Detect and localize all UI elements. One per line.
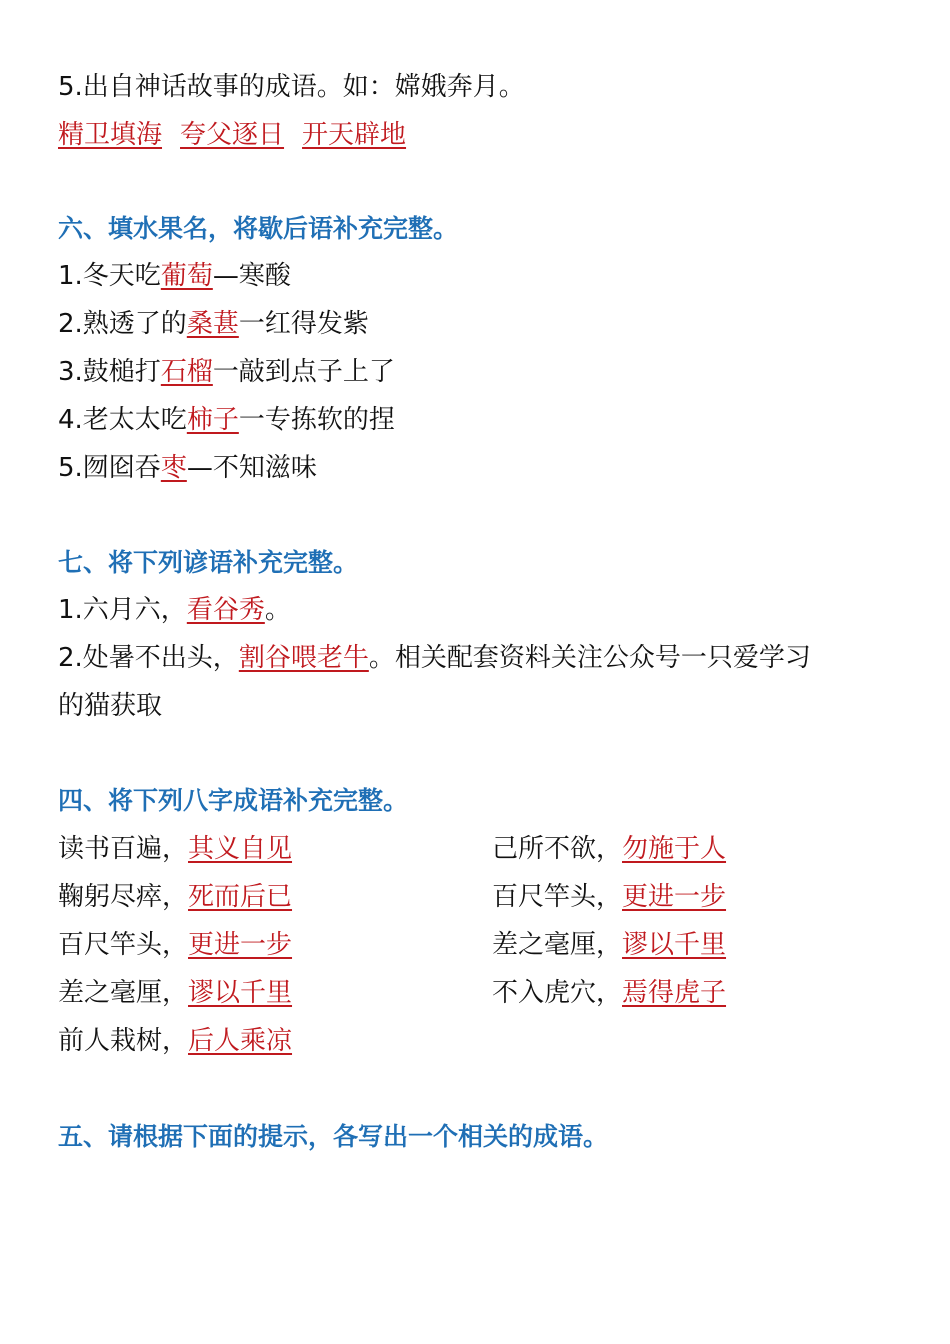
item-prefix: 1.冬天吃: [58, 261, 161, 291]
answer-text: 看谷秀: [186, 595, 265, 625]
list-item: [58, 641, 811, 675]
item-suffix: 。相关配套资料关注公众号一只爱学习: [368, 643, 811, 673]
idiom-row-right: [492, 880, 726, 914]
answer-text: 焉得虎子: [622, 978, 727, 1008]
section-heading-four: 四、将下列八字成语补充完整。: [58, 786, 409, 815]
list-item: [58, 593, 291, 627]
idiom-row-right: [492, 976, 726, 1010]
answer-text: 开天辟地: [302, 120, 407, 150]
idiom-first-half: 百尺竿头，: [492, 882, 623, 912]
idiom-row-left: [58, 880, 292, 914]
answer-text: 勿施于人: [622, 834, 727, 864]
answer-text: 更进一步: [622, 882, 727, 912]
item-suffix: 。: [264, 595, 291, 625]
answer-text: 桑葚: [186, 309, 239, 339]
idiom-first-half: 前人栽树，: [58, 1026, 189, 1056]
myth-idiom-prompt: 5.出自神话故事的成语。如：嫦娥奔月。: [58, 72, 525, 102]
list-item: [58, 451, 317, 485]
section-heading-seven: 七、将下列谚语补充完整。: [58, 548, 359, 577]
idiom-first-half: 鞠躬尽瘁，: [58, 882, 189, 912]
item-suffix: 一红得发紫: [238, 309, 369, 339]
myth-idiom-answers: [58, 118, 406, 152]
idiom-row-right: [492, 832, 726, 866]
item-prefix: 3.鼓槌打: [58, 357, 161, 387]
idiom-row-left: [58, 1024, 292, 1058]
idiom-row-right: [492, 928, 726, 962]
section-heading-five: 五、请根据下面的提示，各写出一个相关的成语。: [58, 1122, 609, 1151]
list-item: [58, 355, 395, 389]
answer-text: 夸父逐日: [180, 120, 285, 150]
section-heading-six: 六、填水果名，将歇后语补充完整。: [58, 214, 459, 243]
idiom-row-left: [58, 928, 292, 962]
answer-text: 葡萄: [160, 261, 213, 291]
idiom-first-half: 百尺竿头，: [58, 930, 189, 960]
idiom-first-half: 差之毫厘，: [492, 930, 623, 960]
list-item: [58, 259, 291, 293]
answer-text: 死而后已: [188, 882, 293, 912]
answer-text: 割谷喂老牛: [238, 643, 369, 673]
answer-text: 更进一步: [188, 930, 293, 960]
list-item: [58, 403, 395, 437]
answer-text: 谬以千里: [188, 978, 293, 1008]
item-prefix: 5.囫囵吞: [58, 453, 161, 483]
item-suffix: 一专拣软的捏: [238, 405, 395, 435]
list-item-continuation: 的猫获取: [58, 691, 163, 721]
item-prefix: 1.六月六，: [58, 595, 187, 625]
answer-text: 枣: [160, 453, 187, 483]
item-suffix: 一敲到点子上了: [212, 357, 395, 387]
idiom-first-half: 差之毫厘，: [58, 978, 189, 1008]
answer-text: 后人乘凉: [188, 1026, 293, 1056]
answer-text: 其义自见: [188, 834, 293, 864]
idiom-first-half: 己所不欲，: [492, 834, 623, 864]
list-item: [58, 307, 369, 341]
idiom-row-left: [58, 976, 292, 1010]
idiom-first-half: 读书百遍，: [58, 834, 189, 864]
item-prefix: 2.熟透了的: [58, 309, 187, 339]
answer-text: 精卫填海: [58, 120, 163, 150]
item-suffix: —不知滋味: [186, 453, 317, 483]
item-prefix: 2.处暑不出头，: [58, 643, 239, 673]
idiom-row-left: [58, 832, 292, 866]
item-suffix: —寒酸: [212, 261, 291, 291]
answer-text: 谬以千里: [622, 930, 727, 960]
item-prefix: 4.老太太吃: [58, 405, 187, 435]
answer-text: 石榴: [160, 357, 213, 387]
idiom-first-half: 不入虎穴，: [492, 978, 623, 1008]
answer-text: 柿子: [186, 405, 239, 435]
